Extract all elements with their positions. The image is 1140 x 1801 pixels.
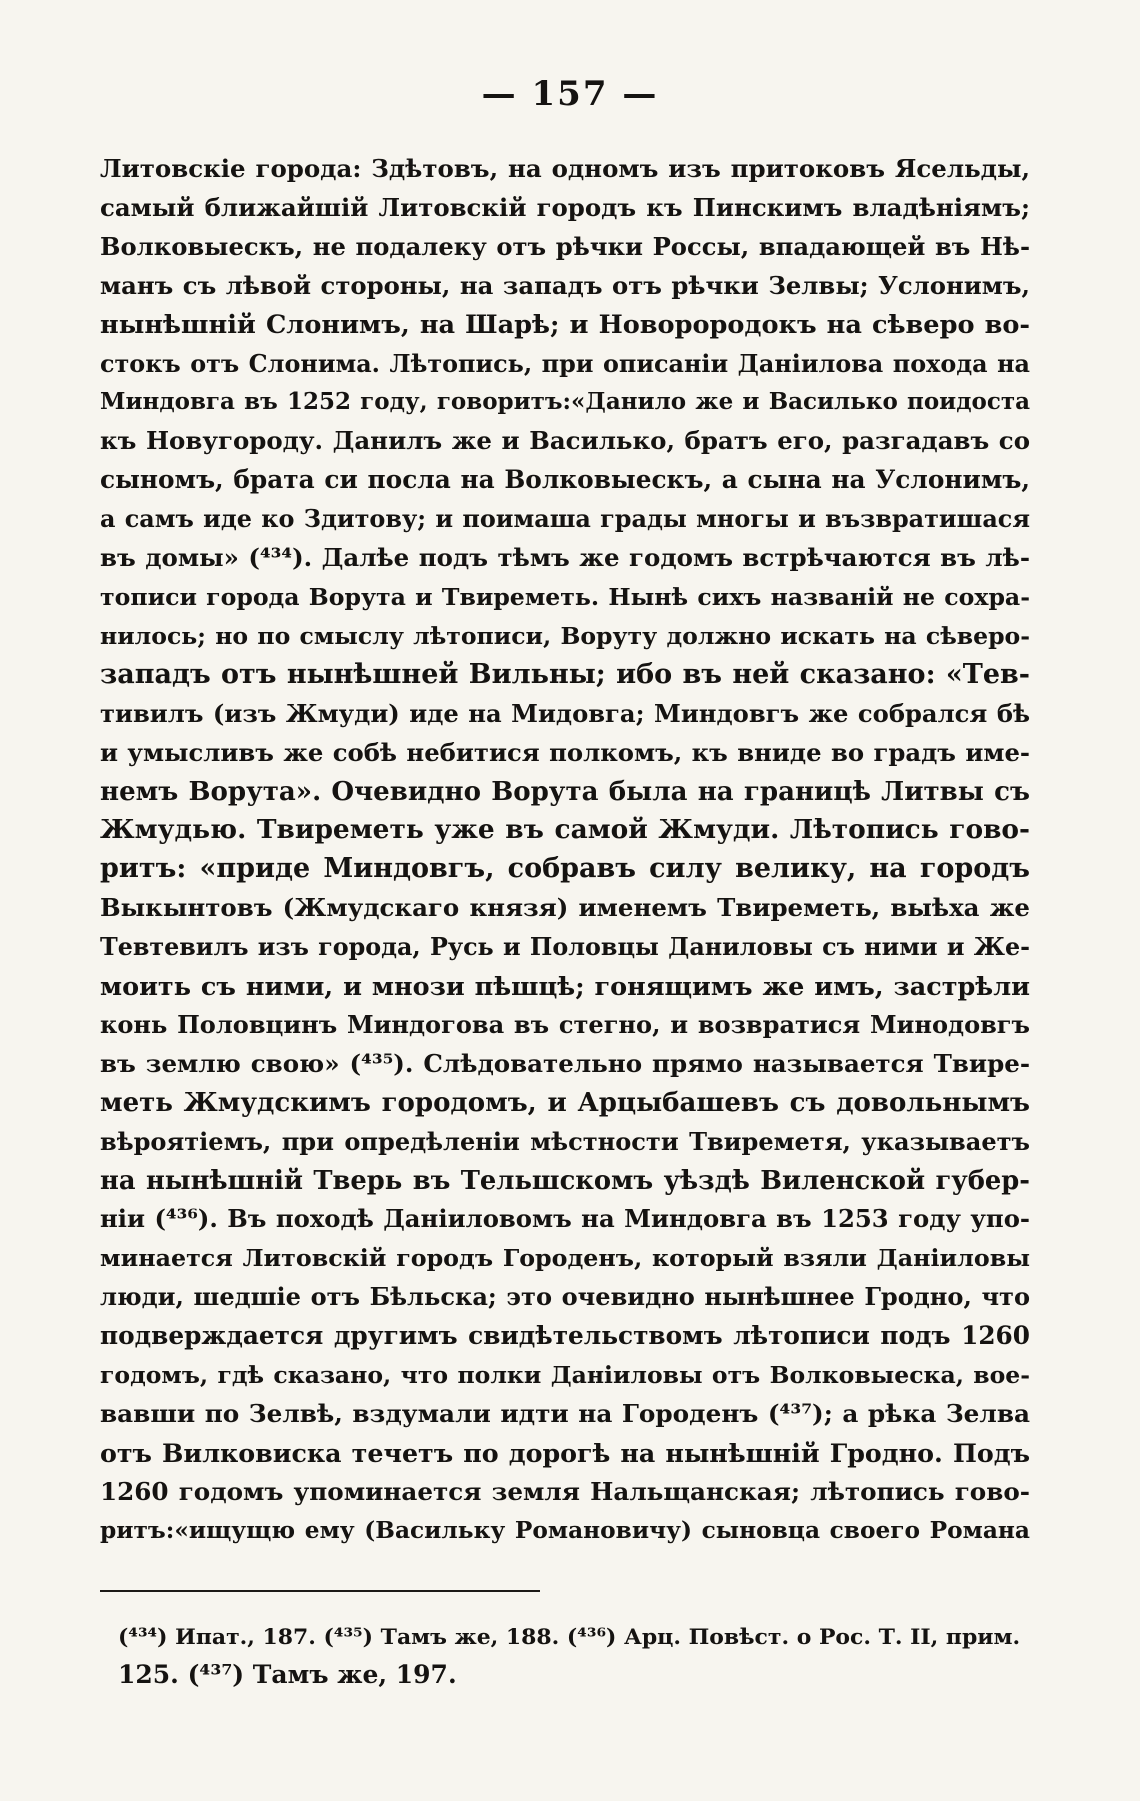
footnotes	[118, 1618, 1030, 1694]
text-line: въ землю свою» (⁴³⁵). Слѣдовательно прямо называется Твире-	[100, 1048, 1030, 1078]
text-line: ніи (⁴³⁶). Въ походѣ Даніиловомъ на Миндовга въ 1253 году упо-	[100, 1204, 1030, 1234]
text-line: вавши по Зелвѣ, вздумали идти на Городенъ (⁴³⁷); а рѣка Зелва	[100, 1399, 1030, 1428]
text-line: Литовскіе города: Здѣтовъ, на одномъ изъ притоковъ Ясельды,	[100, 154, 1030, 183]
footnote-line: 125. (⁴³⁷) Тамъ же, 197.	[118, 1660, 457, 1689]
text-line: нилось; но по смыслу лѣтописи, Воруту должно искать на сѣверо-	[100, 621, 1030, 650]
text-line: годомъ, гдѣ сказано, что полки Даніиловы отъ Волковыеска, вое-	[100, 1361, 1030, 1390]
text-line: люди, шедшіе отъ Бѣльска; это очевидно нынѣшнее Гродно, что	[100, 1282, 1030, 1312]
text-line: немъ Ворута». Очевидно Ворута была на границѣ Литвы съ	[100, 776, 1030, 807]
text-line: сыномъ, брата си посла на Волковыескъ, а сына на Услонимъ,	[100, 465, 1030, 495]
text-line: меть Жмудскимъ городомъ, и Арцыбашевъ съ довольнымъ	[100, 1087, 1030, 1118]
text-line: отъ Вилковиска течетъ по дорогѣ на нынѣшній Гродно. Подъ	[100, 1437, 1030, 1468]
text-line: въ домы» (⁴³⁴). Далѣе подъ тѣмъ же годомъ встрѣчаются въ лѣ-	[100, 543, 1030, 573]
text-line: Миндовга въ 1252 году, говоритъ:«Данило же и Василько поидоста	[100, 388, 1030, 416]
text-line: и умысливъ же собѣ небитися полкомъ, къ вниде во градъ име-	[100, 737, 1030, 767]
text-line: Жмудью. Твиреметь уже въ самой Жмуди. Лѣтопись гово-	[100, 814, 1030, 846]
text-line: Выкынтовъ (Жмудскаго князя) именемъ Твиреметь, выѣха же	[100, 893, 1030, 923]
footnote-divider	[100, 1590, 540, 1592]
page-number: — 157 —	[481, 74, 659, 114]
text-line: западъ отъ нынѣшней Вильны; ибо въ ней сказано: «Тев-	[100, 658, 1030, 690]
text-line: ритъ: «приде Миндовгъ, собравъ силу велику, на городъ	[100, 853, 1030, 885]
text-line: 1260 годомъ упоминается земля Нальщанская; лѣтопись гово-	[100, 1476, 1030, 1506]
text-line: на нынѣшній Тверь въ Тельшскомъ уѣздѣ Виленской губер-	[100, 1165, 1030, 1196]
text-line: а самъ иде ко Здитову; и поимаша грады многы и възвратишася	[100, 505, 1030, 534]
main-text	[100, 150, 1030, 1551]
text-line: вѣроятіемъ, при опредѣленіи мѣстности Твиреметя, указываетъ	[100, 1126, 1030, 1156]
text-line: Волковыескъ, не подалеку отъ рѣчки Россы, впадающей въ Нѣ-	[100, 231, 1030, 261]
text-line: моить съ ними, и мнози пѣшцѣ; гонящимъ же имъ, застрѣли	[100, 971, 1030, 1002]
text-line: тописи города Ворута и Твиреметь. Нынѣ сихъ названій не сохра-	[100, 582, 1030, 611]
text-line: Тевтевилъ изъ города, Русь и Половцы Даниловы съ ними и Же-	[100, 933, 1030, 962]
text-line: къ Новугороду. Данилъ же и Василько, братъ его, разгадавъ со	[100, 426, 1030, 456]
text-line: манъ съ лѣвой стороны, на западъ отъ рѣчки Зелвы; Услонимъ,	[100, 270, 1030, 300]
text-line: подверждается другимъ свидѣтельствомъ лѣтописи подъ 1260	[100, 1321, 1030, 1351]
text-line: стокъ отъ Слонима. Лѣтопись, при описаніи Даніилова похода на	[100, 349, 1030, 378]
text-line: тивилъ (изъ Жмуди) иде на Мидовга; Миндовгъ же собрался бѣ	[100, 698, 1030, 728]
text-line: конь Половцинъ Миндогова въ стегно, и возвратися Минодовгъ	[100, 1009, 1030, 1039]
text-line: минается Литовскій городъ Городенъ, который взяли Даніиловы	[100, 1244, 1030, 1273]
text-line: ритъ:«ищущю ему (Васильку Романовичу) сыновца своего Романа	[100, 1516, 1030, 1544]
footnote-line: (⁴³⁴) Ипат., 187. (⁴³⁵) Тамъ же, 188. (⁴³⁶) Арц. Повѣст. о Рос. Т. II, прим.	[118, 1624, 1021, 1650]
text-line: самый ближайшій Литовскій городъ къ Пинскимъ владѣніямъ;	[100, 192, 1030, 222]
text-line: нынѣшній Слонимъ, на Шарѣ; и Новорородокъ на сѣверо во-	[100, 309, 1030, 340]
